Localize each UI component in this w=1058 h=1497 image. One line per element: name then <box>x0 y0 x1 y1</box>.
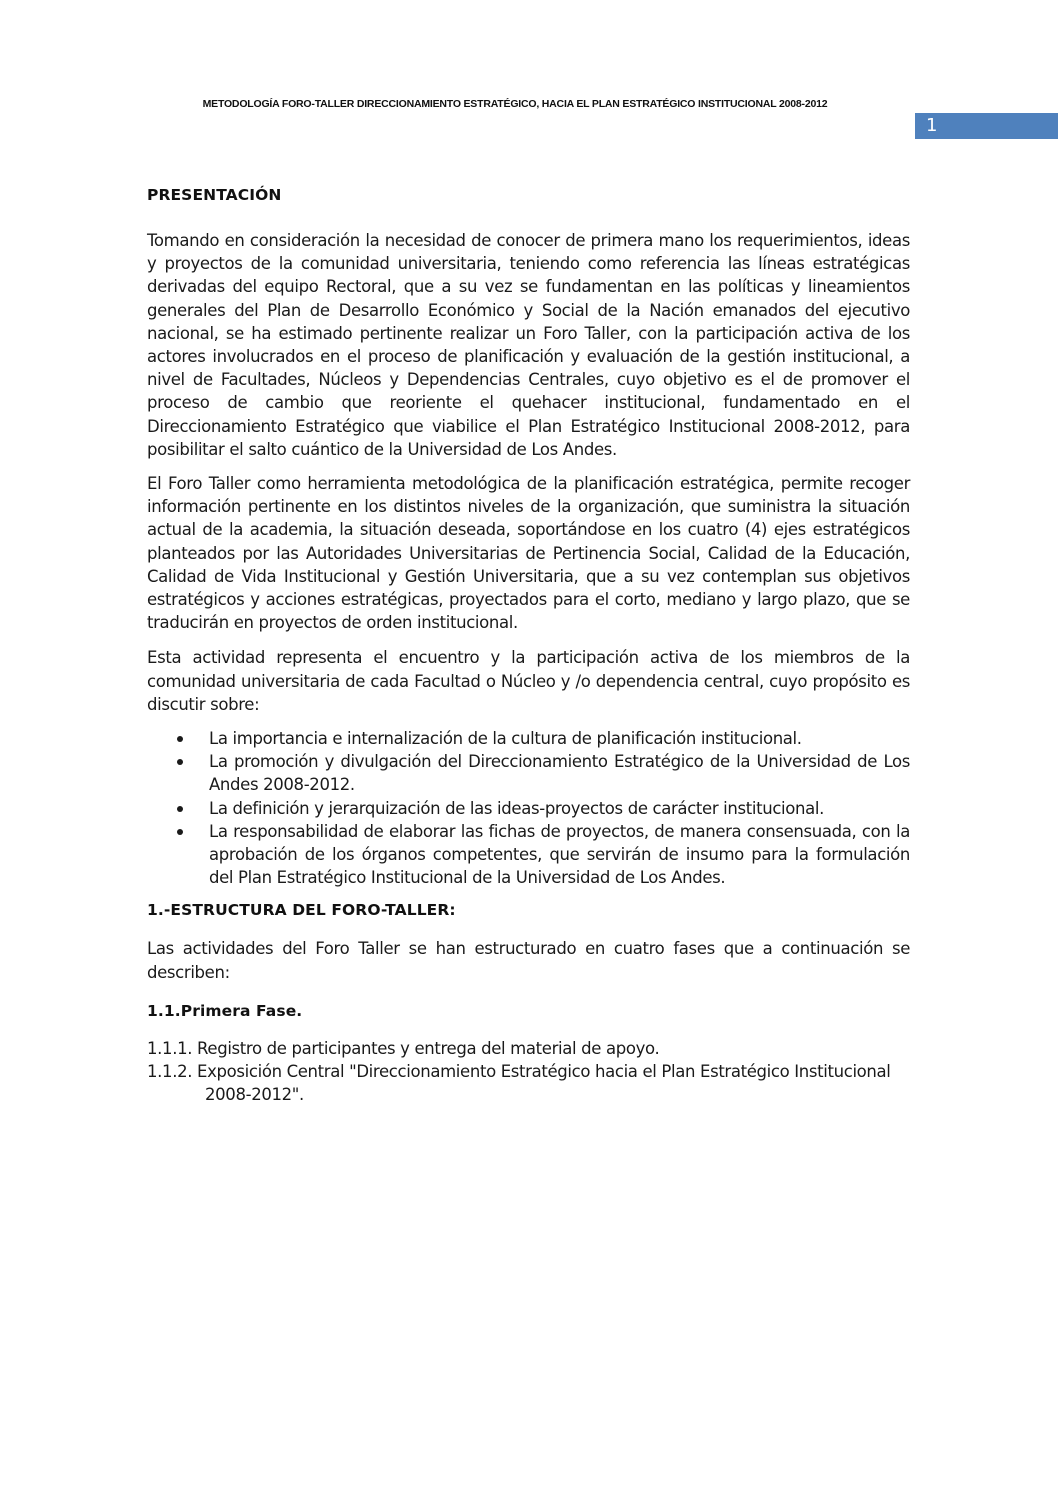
list-item <box>147 820 910 890</box>
subsection-heading-primera-fase: 1.1.Primera Fase. <box>147 1001 303 1020</box>
paragraph-estructura: Las actividades del Foro Taller se han estructurado en cuatro fases que a continuación se describen: <box>147 939 910 982</box>
bullet-dot-icon <box>177 806 183 812</box>
list-item <box>147 750 910 796</box>
list-item-text: La promoción y divulgación del Direccionamiento Estratégico de la Universidad de Los Andes 2008-2012. <box>209 752 910 795</box>
page-number-tab <box>915 113 1058 139</box>
page-number: 1 <box>926 115 938 136</box>
bullet-dot-icon <box>177 759 183 765</box>
running-header: METODOLOGÍA FORO-TALLER DIRECCIONAMIENTO ESTRATÉGICO, HACIA EL PLAN ESTRATÉGICO INSTITUCIONAL 2008-2012 <box>202 98 828 110</box>
list-item <box>147 727 910 750</box>
list-item-text: La importancia e internalización de la cultura de planificación institucional. <box>209 729 802 749</box>
paragraph-presentacion-3: Esta actividad representa el encuentro y la participación activa de los miembros de la comunidad universitaria de cada Facultad o Núcleo y /o dependencia central, cuyo propósito es discutir sobre: <box>147 648 910 714</box>
section-heading-estructura: 1.-ESTRUCTURA DEL FORO-TALLER: <box>147 901 456 920</box>
fase-item-1-1-2-continuation: 2008-2012". <box>205 1085 304 1105</box>
primera-fase-items <box>147 1037 910 1107</box>
paragraph-presentacion-2: El Foro Taller como herramienta metodológica de la planificación estratégica, permite recoger información pertinente en los distintos niveles de la organización, que suministra la situación actual de la academia, la situación deseada, soportándose en los cuatro (4) ejes estratégicos planteados por las Autoridades Universitarias de Pertinencia Social, Calidad de la Educación, Calidad de Vida Institucional y Gestión Universitaria, que a su vez contemplan sus objetivos estratégicos y acciones estratégicas, proyectados para el corto, mediano y largo plazo, que se traducirán en proyectos de orden institucional. <box>147 474 910 633</box>
bullet-dot-icon <box>177 736 183 742</box>
purpose-bullet-list <box>147 727 910 889</box>
bullet-dot-icon <box>177 829 183 835</box>
fase-item-1-1-2: 1.1.2. Exposición Central "Direccionamiento Estratégico hacia el Plan Estratégico Institucional <box>147 1062 891 1082</box>
fase-item-1-1-1: 1.1.1. Registro de participantes y entrega del material de apoyo. <box>147 1038 660 1058</box>
document-body <box>147 186 910 1107</box>
section-heading-presentacion: PRESENTACIÓN <box>147 186 282 204</box>
list-item <box>147 797 910 820</box>
list-item-text: La responsabilidad de elaborar las fichas de proyectos, de manera consensuada, con la aprobación de los órganos competentes, que servirán de insumo para la formulación del Plan Estratégico Institucional de la Universidad de Los Andes. <box>209 821 910 888</box>
paragraph-presentacion-1: Tomando en consideración la necesidad de conocer de primera mano los requerimientos, ideas y proyectos de la comunidad universitaria, teniendo como referencia las líneas estratégicas derivadas del equipo Rectoral, que a su vez se fundamentan en las políticas y lineamientos generales del Plan de Desarrollo Económico y Social de la Nación emanados del ejecutivo nacional, se ha estimado pertinente realizar un Foro Taller, con la participación activa de los actores involucrados en el proceso de planificación y evaluación de la gestión institucional, a nivel de Facultades, Núcleos y Dependencias Centrales, cuyo objetivo es el de promover el proceso de cambio que reoriente el quehacer institucional, fundamentado en el Direccionamiento Estratégico que viabilice el Plan Estratégico Institucional 2008-2012, para posibilitar el salto cuántico de la Universidad de Los Andes. <box>147 231 910 459</box>
list-item-text: La definición y jerarquización de las ideas-proyectos de carácter institucional. <box>209 798 825 818</box>
